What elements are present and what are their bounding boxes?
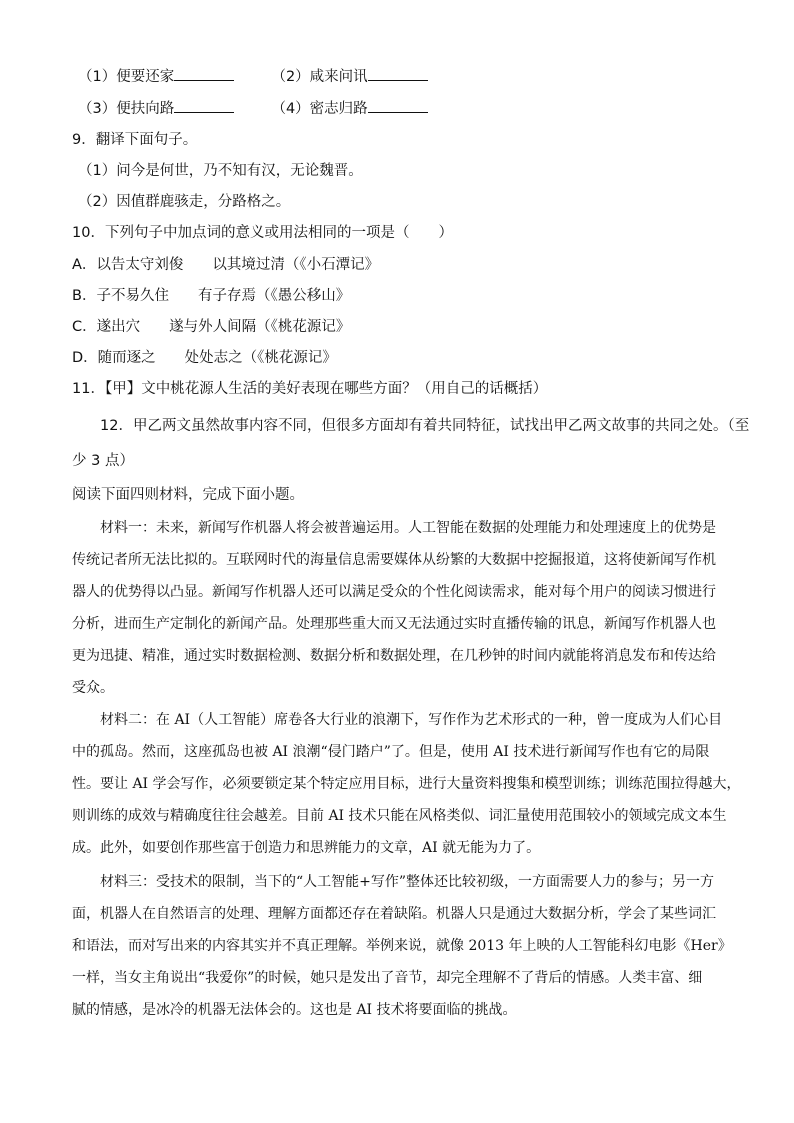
q8-item-3: （3）便扶向路 <box>78 101 175 117</box>
q8-row-2 <box>78 98 428 119</box>
answer-blank-4[interactable] <box>368 98 428 113</box>
answer-blank-2[interactable] <box>368 66 428 81</box>
q10-title: 10．下列句子中加点词的意义或用法相同的一项是（ ） <box>72 225 453 241</box>
q12-line-1: 12．甲乙两文虽然故事内容不同，但很多方面却有着共同特征，试找出甲乙两文故事的共同之处。（至 <box>100 418 750 434</box>
material-3-line: 一样，当女主角说出“我爱你”的时候，她只是发出了音节，却完全理解不了背后的情感。人类丰富、细 <box>72 970 703 986</box>
q9-title: 9．翻译下面句子。 <box>72 132 198 148</box>
material-1-line: 受众。 <box>72 680 114 696</box>
material-2-line: 材料二：在 AI（人工智能）席卷各大行业的浪潮下，写作作为艺术形式的一种，曾一度成为人们心目 <box>100 712 723 728</box>
q12-line-2: 少 3 点） <box>72 453 134 469</box>
reading-intro: 阅读下面四则材料，完成下面小题。 <box>72 487 304 503</box>
q11-text: 11．【甲】文中桃花源人生活的美好表现在哪些方面？（用自己的话概括） <box>72 381 548 397</box>
material-3-line: 面，机器人在自然语言的处理、理解方面都还存在着缺陷。机器人只是通过大数据分析，学会了某些词汇 <box>72 906 716 922</box>
q10-option-c[interactable]: C．遂出穴 遂与外人间隔（《桃花源记》 <box>72 319 351 335</box>
material-1-line: 分析，进而生产定制化的新闻产品。处理那些重大而又无法通过实时直播传输的讯息，新闻写作机器人也 <box>72 616 716 632</box>
q8-row-1 <box>78 66 428 87</box>
material-1-line: 器人的优势得以凸显。新闻写作机器人还可以满足受众的个性化阅读需求，能对每个用户的阅读习惯进行 <box>72 584 716 600</box>
q9-sentence-2: （2）因值群鹿骇走，分路格之。 <box>78 194 291 210</box>
answer-blank-1[interactable] <box>174 66 234 81</box>
material-1-line: 材料一：未来，新闻写作机器人将会被普遍运用。人工智能在数据的处理能力和处理速度上的优势是 <box>100 520 716 536</box>
material-1-line: 传统记者所无法比拟的。互联网时代的海量信息需要媒体从纷繁的大数据中挖掘报道，这将使新闻写作机 <box>72 552 716 568</box>
material-2-line: 性。要让 AI 学会写作，必须要锁定某个特定应用目标，进行大量资料搜集和模型训练；训练范围拉得越大， <box>72 776 741 792</box>
material-3-line: 腻的情感，是冰冷的机器无法体会的。这也是 AI 技术将要面临的挑战。 <box>72 1002 517 1018</box>
q8-item-4: （4）密志归路 <box>271 101 368 117</box>
material-2-line: 成。此外，如要创作那些富于创造力和思辨能力的文章，AI 就无能为力了。 <box>72 840 541 856</box>
material-2-line: 则训练的成效与精确度往往会越差。目前 AI 技术只能在风格类似、词汇量使用范围较小的领域完成文本生 <box>72 808 727 824</box>
q8-item-2: （2）咸来问讯 <box>271 69 368 85</box>
q10-option-a[interactable]: A．以告太守刘俊 以其境过清（《小石潭记》 <box>72 257 380 273</box>
q9-sentence-1: （1）问今是何世，乃不知有汉，无论魏晋。 <box>78 163 363 179</box>
q10-option-b[interactable]: B．子不易久住 有子存焉（《愚公移山》 <box>72 288 351 304</box>
q10-option-d[interactable]: D．随而逐之 处处志之（《桃花源记》 <box>72 350 337 366</box>
answer-blank-3[interactable] <box>174 98 234 113</box>
q8-item-1: （1）便要还家 <box>78 69 175 85</box>
material-1-line: 更为迅捷、精准，通过实时数据检测、数据分析和数据处理，在几秒钟的时间内就能将消息发布和传达给 <box>72 648 716 664</box>
material-2-line: 中的孤岛。然而，这座孤岛也被 AI 浪潮“侵门踏户”了。但是，使用 AI 技术进行新闻写作也有它的局限 <box>72 744 710 760</box>
material-3-line: 和语法，而对写出来的内容其实并不真正理解。举例来说，就像 2013 年上映的人工智能科幻电影《Her》 <box>72 938 732 954</box>
material-3-line: 材料三：受技术的限制，当下的“人工智能+写作”整体还比较初级，一方面需要人力的参与；另一方 <box>100 874 715 890</box>
